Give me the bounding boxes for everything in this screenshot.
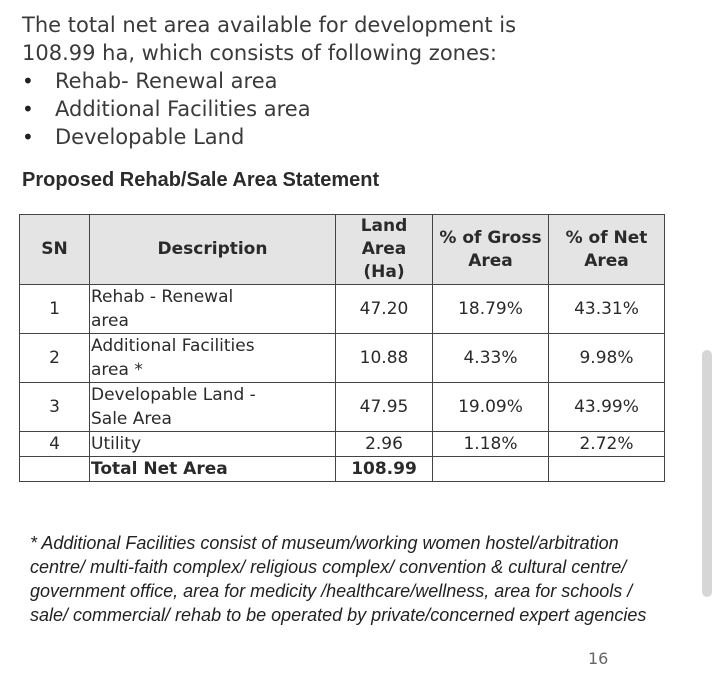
cell-net: 9.98% xyxy=(549,334,665,383)
cell-sn: 3 xyxy=(20,383,90,432)
cell-net: 43.99% xyxy=(549,383,665,432)
intro-line-1: The total net area available for development is xyxy=(22,13,517,37)
cell-land-area: 2.96 xyxy=(336,432,433,457)
table-header-row xyxy=(20,215,665,285)
table-row xyxy=(20,383,665,432)
cell-gross-empty xyxy=(433,457,549,482)
cell-land-area: 47.95 xyxy=(336,383,433,432)
cell-net-empty xyxy=(549,457,665,482)
total-label: Total Net Area xyxy=(90,457,336,482)
zone-item: • Rehab- Renewal area xyxy=(22,67,662,95)
cell-net: 43.31% xyxy=(549,285,665,334)
footnote-line: government office, area for medicity /healthcare/wellness, area for schools / xyxy=(30,581,633,601)
cell-sn: 2 xyxy=(20,334,90,383)
zone-item: • Developable Land xyxy=(22,123,662,151)
cell-net: 2.72% xyxy=(549,432,665,457)
cell-sn: 1 xyxy=(20,285,90,334)
page-number: 16 xyxy=(588,649,609,668)
footnote-line: sale/ commercial/ rehab to be operated by private/concerned expert agencies xyxy=(30,605,647,625)
header-land-area: Land Area (Ha) xyxy=(336,215,433,285)
scrollbar-thumb[interactable] xyxy=(702,350,712,597)
header-net-area: % of Net Area xyxy=(549,215,665,285)
footnote-line: * Additional Facilities consist of museum/working women hostel/arbitration xyxy=(30,533,619,553)
cell-description: Additional Facilities area * xyxy=(90,334,336,383)
footnote xyxy=(30,531,695,627)
cell-sn-empty xyxy=(20,457,90,482)
intro-line-2: 108.99 ha, which consists of following zones: xyxy=(22,41,497,65)
area-statement-table xyxy=(19,214,665,482)
header-gross-area: % of Gross Area xyxy=(433,215,549,285)
cell-gross: 18.79% xyxy=(433,285,549,334)
section-heading: Proposed Rehab/Sale Area Statement xyxy=(22,169,380,191)
cell-land-area: 10.88 xyxy=(336,334,433,383)
zones-list xyxy=(22,67,662,151)
footnote-line: centre/ multi-faith complex/ religious complex/ convention & cultural centre/ xyxy=(30,557,627,577)
header-description: Description xyxy=(90,215,336,285)
table-row xyxy=(20,334,665,383)
cell-description: Developable Land - Sale Area xyxy=(90,383,336,432)
header-sn: SN xyxy=(20,215,90,285)
zone-item: • Additional Facilities area xyxy=(22,95,662,123)
cell-description: Rehab - Renewal area xyxy=(90,285,336,334)
cell-sn: 4 xyxy=(20,432,90,457)
table-row xyxy=(20,285,665,334)
cell-description: Utility xyxy=(90,432,336,457)
cell-gross: 1.18% xyxy=(433,432,549,457)
cell-gross: 4.33% xyxy=(433,334,549,383)
total-land-area: 108.99 xyxy=(336,457,433,482)
total-row xyxy=(20,457,665,482)
cell-land-area: 47.20 xyxy=(336,285,433,334)
cell-gross: 19.09% xyxy=(433,383,549,432)
table-row xyxy=(20,432,665,457)
intro-paragraph xyxy=(22,11,662,151)
